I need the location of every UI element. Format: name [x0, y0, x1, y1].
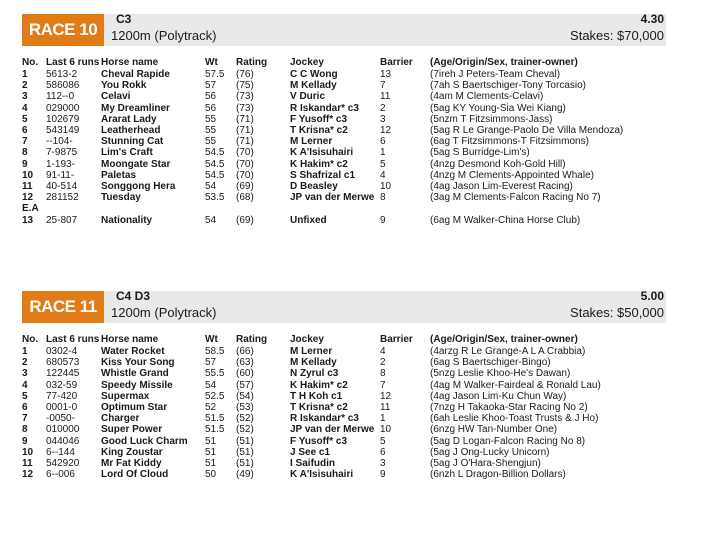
barrier: 11	[380, 91, 391, 103]
runner-number: 1	[22, 346, 28, 357]
jockey: T Krisna* c2	[290, 402, 348, 414]
trainer-owner: (6ah Leslie Khoo-Toast Trusts & J Ho)	[430, 413, 599, 425]
weight: 54	[205, 379, 217, 391]
table-row	[22, 346, 666, 357]
runner-number: 3	[22, 368, 28, 380]
horse-name: Tuesday	[101, 192, 141, 204]
jockey: V Duric	[290, 91, 326, 103]
jockey: M Lerner	[290, 346, 333, 357]
table-row	[22, 469, 666, 480]
weight: 54.5	[205, 169, 225, 181]
weight: 56	[205, 91, 217, 103]
runner-number: 5	[22, 390, 28, 402]
table-row	[22, 368, 666, 379]
horse-name: Ararat Lady	[101, 113, 157, 125]
horse-name: Charger	[101, 413, 140, 425]
horse-name: Cheval Rapide	[101, 69, 170, 80]
race-distance: 1200m (Polytrack)	[111, 305, 217, 320]
table-row	[22, 215, 666, 226]
jockey: K Hakim* c2	[290, 379, 348, 391]
rating: (66)	[236, 346, 254, 357]
barrier: 10	[380, 424, 392, 436]
race-class: C4 D3	[116, 289, 151, 303]
weight: 56	[205, 102, 217, 114]
horse-name: Paletas	[101, 169, 137, 181]
jockey: D Beasley	[290, 181, 338, 193]
trainer-owner: (5nzm T Fitzsimmons-Jass)	[430, 113, 553, 125]
rating: (70)	[236, 169, 254, 181]
weight: 52	[205, 402, 217, 414]
barrier: 13	[380, 69, 392, 80]
last-six-runs: 281152	[46, 192, 79, 204]
col-header-last-runs: Last 6 runs	[46, 56, 100, 68]
barrier: 8	[380, 192, 386, 204]
trainer-owner: (4am M Clements-Celavi)	[430, 91, 544, 103]
weight: 55	[205, 113, 217, 125]
table-row	[22, 91, 666, 102]
trainer-owner: (4arzg R Le Grange-A L A Crabbia)	[430, 346, 586, 357]
weight: 58.5	[205, 346, 225, 357]
horse-name: Supermax	[101, 390, 150, 402]
barrier: 5	[380, 435, 386, 447]
weight: 54.5	[205, 158, 225, 170]
rating: (73)	[236, 91, 254, 103]
weight: 51	[205, 435, 217, 447]
horse-name: Leatherhead	[101, 125, 161, 137]
last-six-runs: 40-514	[46, 181, 78, 193]
runners-table	[22, 332, 666, 480]
table-row	[22, 192, 666, 203]
rating: (71)	[236, 136, 254, 148]
horse-name: Whistle Grand	[101, 368, 169, 380]
race-class: C3	[116, 12, 132, 26]
weight: 53.5	[205, 192, 225, 204]
col-header-jockey: Jockey	[290, 56, 324, 68]
table-row	[22, 125, 666, 136]
col-header-owner: (Age/Origin/Sex, trainer-owner)	[430, 333, 578, 345]
jockey: M Lerner	[290, 136, 333, 148]
horse-name: Super Power	[101, 424, 163, 436]
race-badge: RACE 11	[22, 291, 104, 323]
last-six-runs: 77-420	[46, 390, 78, 402]
trainer-owner: (4ag Jason Lim-Ku Chun Way)	[430, 390, 567, 402]
runner-number: 11	[22, 458, 33, 470]
col-header-jockey: Jockey	[290, 333, 324, 345]
last-six-runs: 6--006	[46, 469, 75, 481]
last-six-runs: 102679	[46, 113, 80, 125]
table-row	[22, 357, 666, 368]
horse-name: Stunning Cat	[101, 136, 164, 148]
weight: 57.5	[205, 69, 225, 80]
table-row	[22, 391, 666, 402]
rating: (53)	[236, 402, 254, 414]
last-six-runs: 91-11-	[46, 169, 75, 181]
last-six-runs: 7-9875	[46, 147, 78, 159]
col-header-barrier: Barrier	[380, 56, 413, 68]
table-row	[22, 159, 666, 170]
col-header-rating: Rating	[236, 333, 268, 345]
barrier: 7	[380, 80, 386, 92]
table-row	[22, 103, 666, 114]
trainer-owner: (7ireh J Peters-Team Cheval)	[430, 69, 561, 80]
rating: (73)	[236, 102, 254, 114]
last-six-runs: 5613-2	[46, 69, 78, 80]
rating: (60)	[236, 368, 254, 380]
barrier: 3	[380, 113, 386, 125]
weight: 54	[205, 214, 217, 226]
rating: (76)	[236, 69, 254, 80]
barrier: 12	[380, 390, 392, 402]
last-six-runs: 112--0	[46, 91, 75, 103]
barrier: 11	[380, 402, 391, 414]
rating: (51)	[236, 435, 254, 447]
jockey: T Krisna* c2	[290, 125, 348, 137]
barrier: 6	[380, 136, 386, 148]
runner-number: 13	[22, 214, 34, 226]
weight	[205, 203, 236, 214]
trainer-owner: (6ag M Walker-China Horse Club)	[430, 214, 581, 226]
jockey: F Yusoff* c3	[290, 113, 348, 125]
race-header	[22, 14, 666, 46]
col-header-owner: (Age/Origin/Sex, trainer-owner)	[430, 56, 578, 68]
table-row	[22, 436, 666, 447]
runner-number: 10	[22, 169, 34, 181]
table-row	[22, 380, 666, 391]
last-six-runs: 0302-4	[46, 346, 78, 357]
last-six-runs: 122445	[46, 368, 80, 380]
weight: 55	[205, 136, 217, 148]
table-row	[22, 402, 666, 413]
table-row	[22, 413, 666, 424]
col-header-weight: Wt	[205, 333, 218, 345]
last-six-runs: 680573	[46, 357, 80, 369]
table-row	[22, 114, 666, 125]
weight: 55.5	[205, 368, 225, 380]
runner-number: 12	[22, 469, 34, 481]
rating: (69)	[236, 181, 254, 193]
jockey: C C Wong	[290, 69, 338, 80]
jockey: K A'Isisuhairi	[290, 469, 354, 481]
runner-number: 2	[22, 80, 28, 92]
table-header-row	[22, 332, 666, 346]
table-row	[22, 447, 666, 458]
jockey: R Iskandar* c3	[290, 413, 359, 425]
barrier: 4	[380, 346, 386, 357]
rating: (51)	[236, 458, 254, 470]
race-stakes: Stakes: $70,000	[570, 28, 664, 43]
rating: (63)	[236, 357, 254, 369]
weight: 57	[205, 357, 217, 369]
runner-number: 9	[22, 158, 28, 170]
barrier: 12	[380, 125, 392, 137]
rating: (71)	[236, 113, 254, 125]
rating: (52)	[236, 413, 254, 425]
jockey: J See c1	[290, 446, 331, 458]
jockey: M Kellady	[290, 357, 337, 369]
race-10-section	[22, 14, 666, 226]
jockey: K Hakim* c2	[290, 158, 348, 170]
runner-number: 9	[22, 435, 28, 447]
jockey: I Saifudin	[290, 458, 335, 470]
last-six-runs: 542920	[46, 458, 80, 470]
runner-number: 6	[22, 125, 28, 137]
horse-name: Optimum Star	[101, 402, 168, 414]
last-six-runs: 586086	[46, 80, 80, 92]
rating: (49)	[236, 469, 254, 481]
weight: 55	[205, 125, 217, 137]
jockey: JP van der Merwe	[290, 192, 375, 204]
barrier: 1	[380, 147, 386, 159]
runner-number: 8	[22, 147, 28, 159]
table-row	[22, 170, 666, 181]
runner-number: 4	[22, 379, 28, 391]
trainer-owner: (7nzg H Takaoka-Star Racing No 2)	[430, 402, 588, 414]
col-header-barrier: Barrier	[380, 333, 413, 345]
trainer-owner: (4ag M Walker-Fairdeal & Ronald Lau)	[430, 379, 601, 391]
barrier: 10	[380, 181, 392, 193]
trainer-owner: (7ah S Baertschiger-Tony Torcasio)	[430, 80, 586, 92]
runner-number: 12	[22, 192, 34, 204]
table-row	[22, 136, 666, 147]
trainer-owner: (6ag T Fitzsimmons-T Fitzsimmons)	[430, 136, 589, 148]
runner-number: 7	[22, 136, 28, 148]
trainer-owner: (3ag M Clements-Falcon Racing No 7)	[430, 192, 601, 204]
trainer-owner	[430, 203, 666, 214]
trainer-owner: (4nzg M Clements-Appointed Whale)	[430, 169, 594, 181]
horse-name: Good Luck Charm	[101, 435, 188, 447]
barrier: 8	[380, 368, 386, 380]
horse-name: King Zoustar	[101, 446, 163, 458]
horse-name: Moongate Star	[101, 158, 171, 170]
jockey: T H Koh c1	[290, 390, 343, 402]
race-time: 5.00	[640, 289, 664, 303]
horse-name: My Dreamliner	[101, 102, 170, 114]
last-six-runs: -0050-	[46, 413, 75, 425]
weight: 51.5	[205, 424, 225, 436]
last-six-runs: 044046	[46, 435, 80, 447]
trainer-owner: (5ag S Burridge-Lim's)	[430, 147, 530, 159]
weight: 54.5	[205, 147, 225, 159]
rating: (75)	[236, 80, 254, 92]
trainer-owner: (5ag R Le Grange-Paolo De Villa Mendoza)	[430, 125, 624, 137]
rating: (54)	[236, 390, 254, 402]
barrier: 2	[380, 357, 386, 369]
weight: 57	[205, 80, 217, 92]
table-row	[22, 181, 666, 192]
rating: (52)	[236, 424, 254, 436]
trainer-owner: (5ag J Ong-Lucky Unicorn)	[430, 446, 550, 458]
last-six-runs: 032-59	[46, 379, 78, 391]
last-six-runs	[46, 203, 101, 214]
table-row	[22, 80, 666, 91]
last-six-runs: 543149	[46, 125, 80, 137]
weight: 52.5	[205, 390, 225, 402]
jockey: S Shafrizal c1	[290, 169, 356, 181]
barrier: 7	[380, 379, 386, 391]
jockey: F Yusoff* c3	[290, 435, 348, 447]
runner-number: 10	[22, 446, 34, 458]
horse-name: You Rokk	[101, 80, 147, 92]
rating: (69)	[236, 214, 254, 226]
barrier: 3	[380, 458, 386, 470]
barrier: 5	[380, 158, 386, 170]
runner-number: 2	[22, 357, 28, 369]
jockey: JP van der Merwe	[290, 424, 375, 436]
trainer-owner: (5ag KY Young-Sia Wei Kiang)	[430, 102, 566, 114]
trainer-owner: (5nzg Leslie Khoo-He's Dawan)	[430, 368, 571, 380]
rating	[236, 203, 290, 214]
rating: (70)	[236, 158, 254, 170]
col-header-horse: Horse name	[101, 333, 159, 345]
runner-number: 3	[22, 91, 28, 103]
barrier: 4	[380, 169, 386, 181]
runners-table	[22, 55, 666, 226]
last-six-runs: 010000	[46, 424, 80, 436]
runner-number: 4	[22, 102, 28, 114]
weight: 50	[205, 469, 217, 481]
jockey: N Zyrul c3	[290, 368, 339, 380]
col-header-horse: Horse name	[101, 56, 159, 68]
weight: 51.5	[205, 413, 225, 425]
horse-name: Songgong Hera	[101, 181, 176, 193]
race-badge: RACE 10	[22, 14, 104, 46]
col-header-weight: Wt	[205, 56, 218, 68]
trainer-owner: (6ag S Baertschiger-Bingo)	[430, 357, 551, 369]
runner-number: 5	[22, 113, 28, 125]
last-six-runs: 0001-0	[46, 402, 78, 414]
rating: (70)	[236, 147, 254, 159]
weight: 51	[205, 446, 217, 458]
col-header-rating: Rating	[236, 56, 268, 68]
race-stakes: Stakes: $50,000	[570, 305, 664, 320]
barrier	[380, 203, 430, 214]
race-11-section	[22, 291, 666, 480]
horse-name: Mr Fat Kiddy	[101, 458, 162, 470]
last-six-runs: 25-807	[46, 214, 78, 226]
jockey: R Iskandar* c3	[290, 102, 359, 114]
runner-number: 1	[22, 69, 28, 80]
horse-name: Lim's Craft	[101, 147, 153, 159]
jockey: K A'Isisuhairi	[290, 147, 354, 159]
horse-name: Celavi	[101, 91, 131, 103]
col-header-last-runs: Last 6 runs	[46, 333, 100, 345]
table-row	[22, 458, 666, 469]
table-row	[22, 147, 666, 158]
table-row	[22, 203, 666, 214]
trainer-owner: (6nzh L Dragon-Billion Dollars)	[430, 469, 566, 481]
trainer-owner: (4ag Jason Lim-Everest Racing)	[430, 181, 573, 193]
weight: 54	[205, 181, 217, 193]
rating: (71)	[236, 125, 254, 137]
runner-number: 6	[22, 402, 28, 414]
horse-name: Kiss Your Song	[101, 357, 175, 369]
jockey: M Kellady	[290, 80, 337, 92]
trainer-owner: (5ag J O'Hara-Shengjun)	[430, 458, 541, 470]
horse-name: Nationality	[101, 214, 153, 226]
horse-name: Lord Of Cloud	[101, 469, 169, 481]
barrier: 9	[380, 469, 386, 481]
race-header	[22, 291, 666, 323]
trainer-owner: (4nzg Desmond Koh-Gold Hill)	[430, 158, 566, 170]
table-row	[22, 69, 666, 80]
jockey	[290, 203, 380, 214]
barrier: 2	[380, 102, 386, 114]
barrier: 6	[380, 446, 386, 458]
last-six-runs: 1-193-	[46, 158, 75, 170]
rating: (57)	[236, 379, 254, 391]
race-distance: 1200m (Polytrack)	[111, 28, 217, 43]
trainer-owner: (6nzg HW Tan-Number One)	[430, 424, 558, 436]
jockey: Unfixed	[290, 214, 327, 226]
col-header-no: No.	[22, 56, 39, 68]
runner-number: E.A	[22, 203, 39, 215]
horse-name: Speedy Missile	[101, 379, 173, 391]
table-header-row	[22, 55, 666, 69]
barrier: 9	[380, 214, 386, 226]
last-six-runs: --104-	[46, 136, 73, 148]
runner-number: 11	[22, 181, 33, 193]
last-six-runs: 6--144	[46, 446, 75, 458]
horse-name	[101, 203, 205, 214]
last-six-runs: 029000	[46, 102, 80, 114]
horse-name: Water Rocket	[101, 346, 165, 357]
race-time: 4.30	[640, 12, 664, 26]
trainer-owner: (5ag D Logan-Falcon Racing No 8)	[430, 435, 586, 447]
table-row	[22, 424, 666, 435]
col-header-no: No.	[22, 333, 39, 345]
barrier: 1	[380, 413, 386, 425]
runner-number: 7	[22, 413, 28, 425]
runner-number: 8	[22, 424, 28, 436]
weight: 51	[205, 458, 217, 470]
rating: (68)	[236, 192, 254, 204]
rating: (51)	[236, 446, 254, 458]
